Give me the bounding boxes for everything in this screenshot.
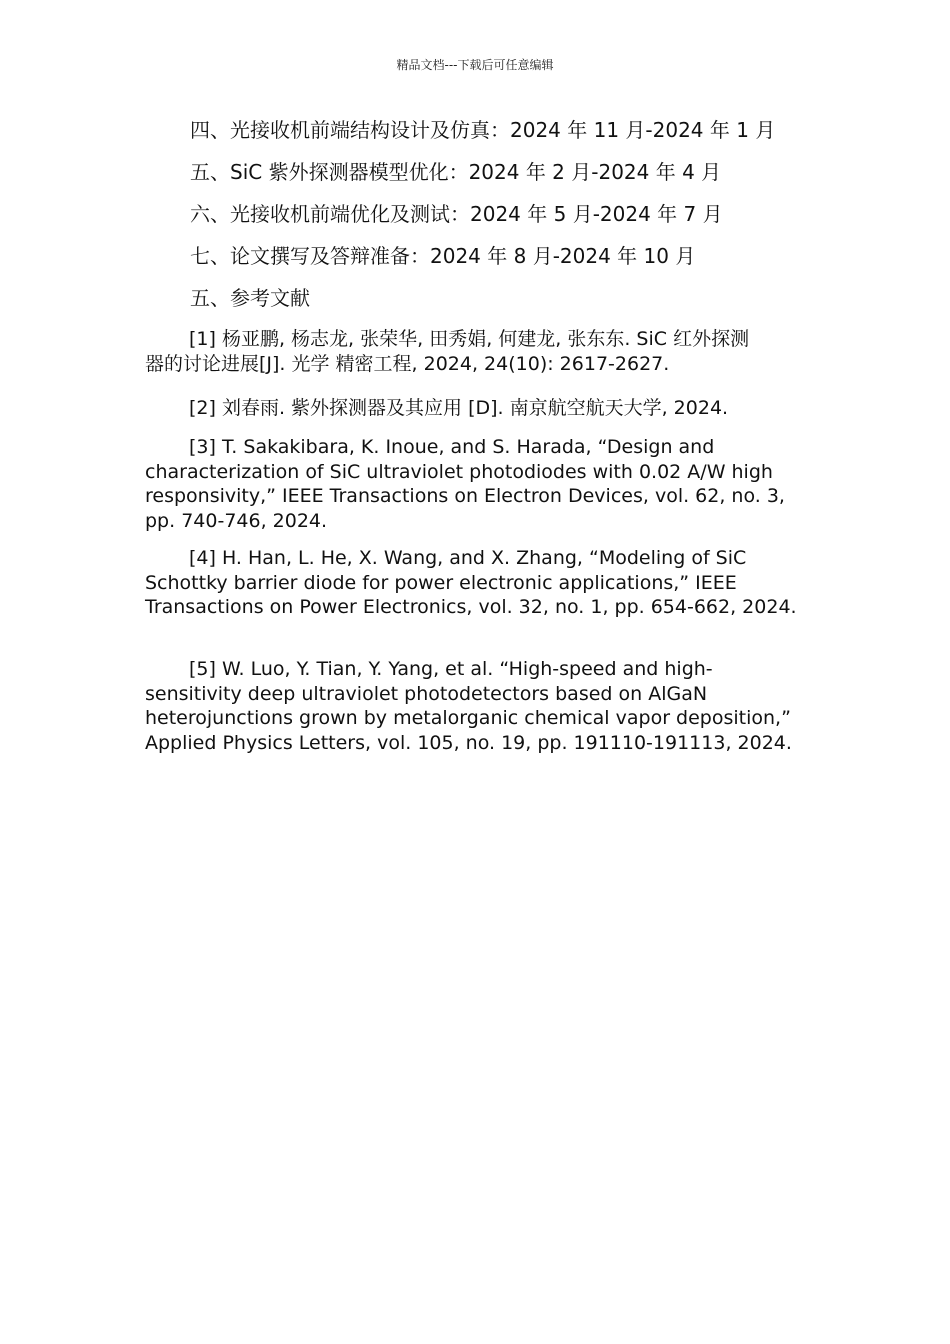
schedule-item-7: 七、论文撰写及答辩准备：2024 年 8 月-2024 年 10 月: [190, 244, 696, 268]
schedule-item-4: 四、光接收机前端结构设计及仿真：2024 年 11 月-2024 年 1 月: [190, 118, 776, 142]
page-header: 精品文档---下载后可任意编辑: [396, 58, 554, 72]
schedule-item-6: 六、光接收机前端优化及测试：2024 年 5 月-2024 年 7 月: [190, 202, 723, 226]
reference-2: [145, 396, 805, 421]
reference-1-line-2: 器的讨论进展[J]. 光学 精密工程, 2024, 24(10): 2617-2627.: [145, 352, 670, 375]
reference-5: [5] W. Luo, Y. Tian, Y. Yang, et al. “High-speed and high-sensitivity deep ultraviolet photodetectors based on AlGaN heterojunctions grown by metalorganic chemical vapor deposition,” Applied Physics Letters, vol. 105, no. 19, pp. 191110-191113, 2024.: [145, 658, 792, 754]
reference-4: [4] H. Han, L. He, X. Wang, and X. Zhang, “Modeling of SiC Schottky barrier diode for power electronic applications,” IEEE Transactions on Power Electronics, vol. 32, no. 1, pp. 654-662, 2024.: [145, 547, 797, 618]
reference-2-line-1: [2] 刘春雨. 紫外探测器及其应用 [D]. 南京航空航天大学, 2024.: [189, 397, 729, 419]
reference-1: [145, 327, 805, 376]
section-title-references: 五、参考文献: [190, 286, 310, 310]
schedule-item-5: 五、SiC 紫外探测器模型优化：2024 年 2 月-2024 年 4 月: [190, 160, 722, 184]
reference-1-line-1: [1] 杨亚鹏, 杨志龙, 张荣华, 田秀娟, 何建龙, 张东东. SiC 红外探测: [189, 328, 750, 350]
reference-3: [3] T. Sakakibara, K. Inoue, and S. Harada, “Design and characterization of SiC ultraviolet photodiodes with 0.02 A/W high responsivity,” IEEE Transactions on Electron Devices, vol. 62, no. 3, pp. 740-746, 2024.: [145, 436, 785, 532]
